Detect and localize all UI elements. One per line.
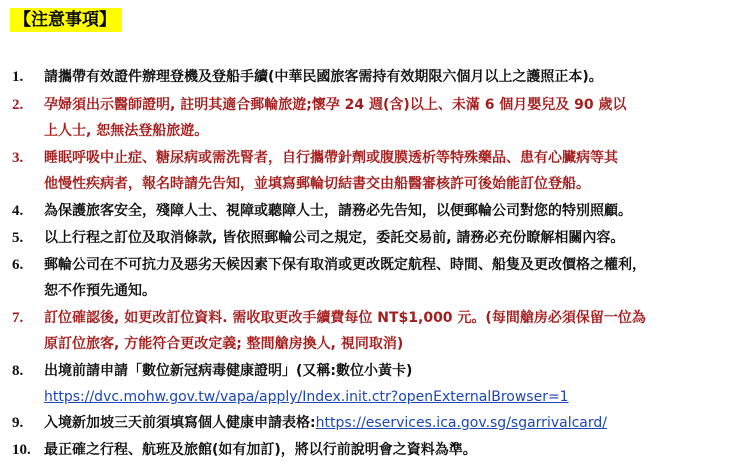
item-text: 以上行程之訂位及取消條款, 皆依照郵輪公司之規定，委託交易前, 請務必充份瞭解相關內容。 <box>44 230 625 246</box>
item-number: 7. <box>12 310 24 326</box>
item-number: 9. <box>12 415 24 431</box>
item-text: 最正確之行程、航班及旅館(如有加訂)，將以行前說明會之資料為準。 <box>44 442 477 458</box>
item-text: 為保護旅客安全，殘障人士、視障或聽障人士，請務必先告知，以便郵輪公司對您的特別照顧。 <box>44 203 632 219</box>
item-text-continued: 恕不作預先通知。 <box>44 283 156 299</box>
item-text-continued: 上人士, 恕無法登船旅遊。 <box>44 123 209 139</box>
item-text-continued: 他慢性疾病者，報名時請先告知，並填寫郵輪切結書交由船醫審核許可後始能訂位登船。 <box>44 176 590 192</box>
item-number: 3. <box>12 150 24 166</box>
item-text: 訂位確認後, 如更改訂位資料. 需收取更改手續費每位 NT$1,000 元。(每間艙房必須保留一位為 <box>44 310 646 326</box>
item-number: 8. <box>12 363 24 379</box>
item-number: 4. <box>12 203 24 219</box>
item-text: 孕婦須出示醫師證明, 註明其適合郵輪旅遊;懷孕 24 週(含)以上、未滿 6 個月嬰兒及 90 歲以 <box>44 97 627 113</box>
item-text: 郵輪公司在不可抗力及惡劣天候因素下保有取消或更改既定航程、時間、船隻及更改價格之權利， <box>44 257 646 273</box>
item-number: 6. <box>12 257 24 273</box>
item-number: 2. <box>12 97 24 113</box>
arrival-card-link[interactable]: https://eservices.ica.gov.sg/sgarrivalcard/ <box>315 415 607 431</box>
item-number: 5. <box>12 230 24 246</box>
notice-title: 【注意事項】 <box>10 8 122 32</box>
item-text-continued: 原訂位旅客, 方能符合更改定義; 整間艙房換人, 視同取消) <box>44 336 404 352</box>
item-text: 入境新加坡三天前須填寫個人健康申請表格: <box>44 415 316 431</box>
item-number: 10. <box>12 442 31 458</box>
health-certificate-link[interactable]: https://dvc.mohw.gov.tw/vapa/apply/Index.init.ctr?openExternalBrowser=1 <box>44 389 569 405</box>
item-text: 請攜帶有效證件辦理登機及登船手續(中華民國旅客需持有效期限六個月以上之護照正本)。 <box>44 69 603 85</box>
item-text: 出境前請申請「數位新冠病毒健康證明」(又稱:數位小黃卡) <box>44 363 413 379</box>
item-number: 1. <box>12 69 24 85</box>
item-text: 睡眠呼吸中止症、糖尿病或需洗腎者，自行攜帶針劑或腹膜透析等特殊藥品、患有心臟病等其 <box>44 150 618 166</box>
